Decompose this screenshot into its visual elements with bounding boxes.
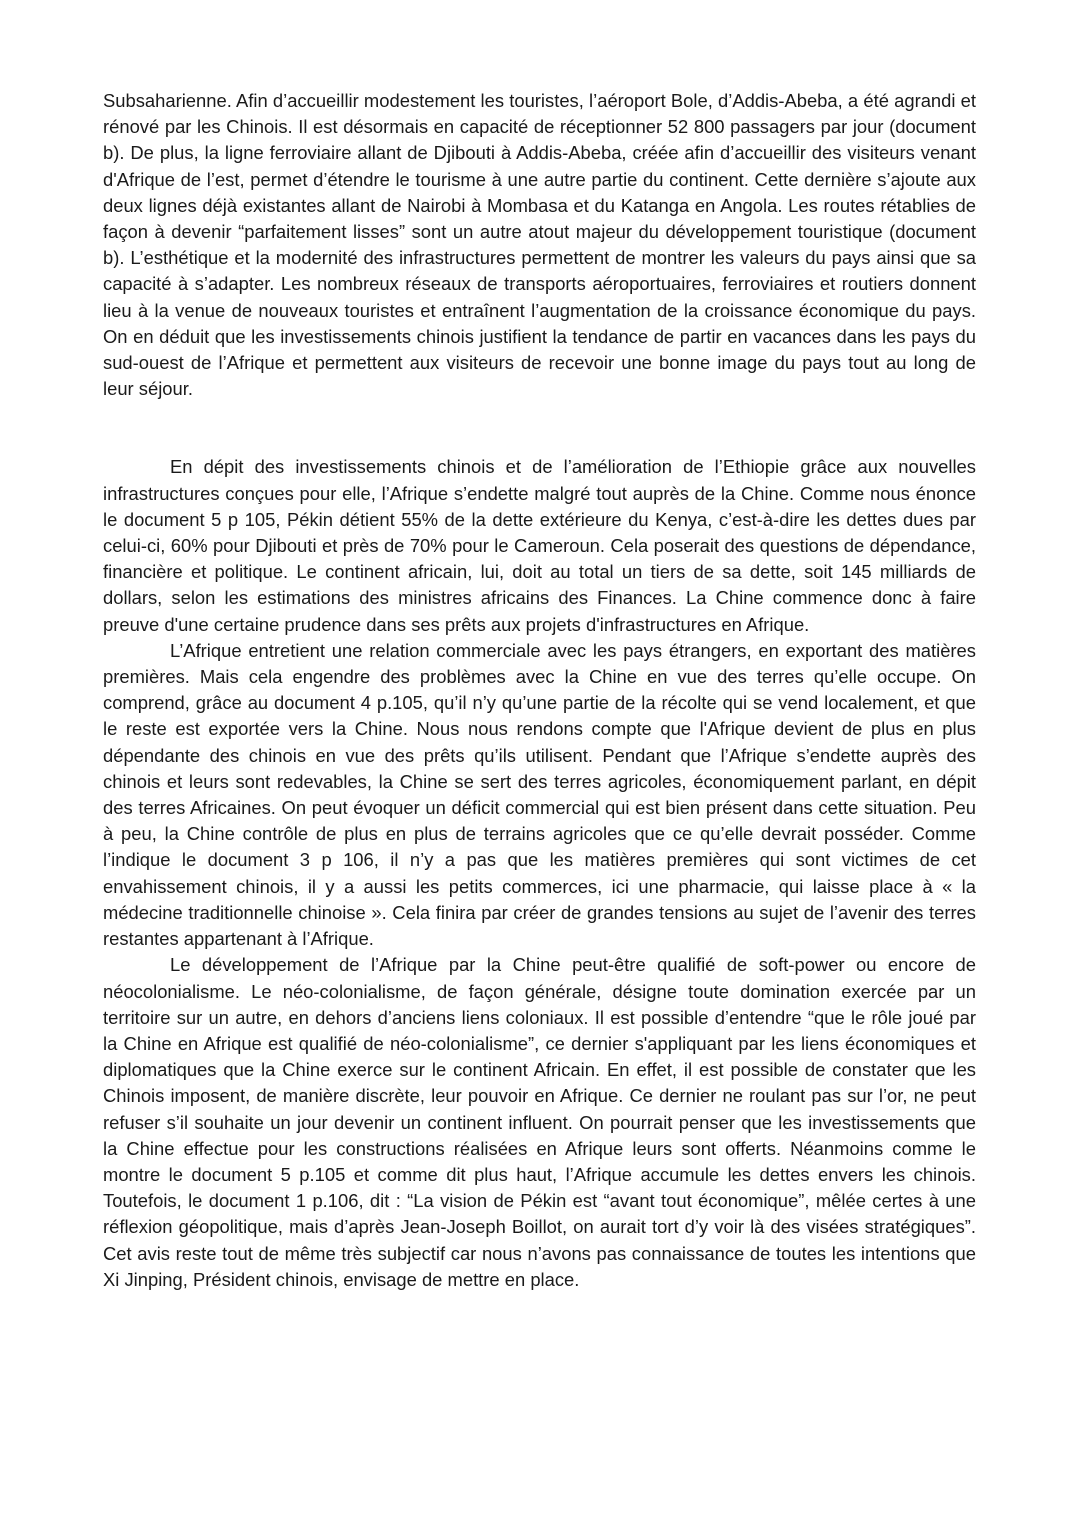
document-page (103, 88, 976, 1293)
paragraph-tourism-infrastructure: Subsaharienne. Afin d’accueillir modestement les touristes, l’aéroport Bole, d’Addis-Abeba, a été agrandi et rénové par les Chinois. Il est désormais en capacité de réceptionner 52 800 passagers par jour (document b). De plus, la ligne ferroviaire allant de Djibouti à Addis-Abeba, créée afin d’accueillir des visiteurs venant d'Afrique de l’est, permet d’étendre le tourisme à une autre partie du continent. Cette dernière s’ajoute aux deux lignes déjà existantes allant de Nairobi à Mombasa et du Katanga en Angola. Les routes rétablies de façon à devenir “parfaitement lisses” sont un autre atout majeur du développement touristique (document b). L’esthétique et la modernité des infrastructures permettent de montrer les valeurs du pays ainsi que sa capacité à s’adapter. Les nombreux réseaux de transports aéroportuaires, ferroviaires et routiers donnent lieu à la venue de nouveaux touristes et entraînent l’augmentation de la croissance économique du pays. On en déduit que les investissements chinois justifient la tendance de partir en vacances dans les pays du sud-ouest de l’Afrique et permettent aux visiteurs de recevoir une bonne image du pays tout au long de leur séjour. (103, 90, 976, 400)
paragraph-neocolonialism: Le développement de l’Afrique par la Chine peut-être qualifié de soft-power ou encore de néocolonialisme. Le néo-colonialisme, de façon générale, désigne toute domination exercée par un territoire sur un autre, en dehors d’anciens liens coloniaux. Il est possible d’entendre “que le rôle joué par la Chine en Afrique est qualifié de néo-colonialisme”, ce dernier s'appliquant par les liens économiques et diplomatiques que la Chine exerce sur le continent Africain. En effet, il est possible de constater que les Chinois imposent, de manière discrète, leur pouvoir en Afrique. Ce dernier ne roulant pas sur l’or, ne peut refuser s’il souhaite un jour devenir un continent influent. On pourrait penser que les investissements que la Chine effectue pour les constructions réalisées en Afrique leurs sont offerts. Néanmoins comme le montre le document 5 p.105 et comme dit plus haut, l’Afrique accumule les dettes envers les chinois. Toutefois, le document 1 p.106, dit : “La vision de Pékin est “avant tout économique”, mêlée certes à une réflexion géopolitique, mais d’après Jean-Joseph Boillot, on aurait tort d’y voir là des visées stratégiques”. Cet avis reste tout de même très subjectif car nous n’avons pas connaissance de toutes les intentions que Xi Jinping, Président chinois, envisage de mettre en place. (103, 954, 976, 1290)
paragraph-gap (103, 402, 976, 454)
paragraph-trade-relations: L’Afrique entretient une relation commerciale avec les pays étrangers, en exportant des matières premières. Mais cela engendre des problèmes avec la Chine en vue des terres qu’elle occupe. On comprend, grâce au document 4 p.105, qu’il n’y qu’une partie de la récolte qui se vend localement, et que le reste est exportée vers la Chine. Nous nous rendons compte que l'Afrique devient de plus en plus dépendante des chinois en vue des prêts qu’ils utilisent. Pendant que l’Afrique s’endette auprès des chinois et leurs sont redevables, la Chine se sert des terres agricoles, économiquement parlant, en dépit des terres Africaines. On peut évoquer un déficit commercial qui est bien présent dans cette situation. Peu à peu, la Chine contrôle de plus en plus de terrains agricoles que ce qu’elle devrait posséder. Comme l’indique le document 3 p 106, il n’y a pas que les matières premières qui sont victimes de cet envahissement chinois, il y a aussi les petits commerces, ici une pharmacie, qui laisse place à « la médecine traditionnelle chinoise ». Cela finira par créer de grandes tensions au sujet de l’avenir des terres restantes appartenant à l’Afrique. (103, 639, 976, 950)
paragraph-debt: En dépit des investissements chinois et de l’amélioration de l’Ethiopie grâce aux nouvelles infrastructures conçues pour elle, l’Afrique s’endette malgré tout auprès de la Chine. Comme nous énonce le document 5 p 105, Pékin détient 55% de la dette extérieure du Kenya, c’est-à-dire les dettes dues par celui-ci, 60% pour Djibouti et près de 70% pour le Cameroun. Cela poserait des questions de dépendance, financière et politique. Le continent africain, lui, doit au total un tiers de sa dette, soit 145 milliards de dollars, selon les estimations des ministres africains des Finances. La Chine commence donc à faire preuve d'une certaine prudence dans ses prêts aux projets d'infrastructures en Afrique. (103, 456, 976, 635)
